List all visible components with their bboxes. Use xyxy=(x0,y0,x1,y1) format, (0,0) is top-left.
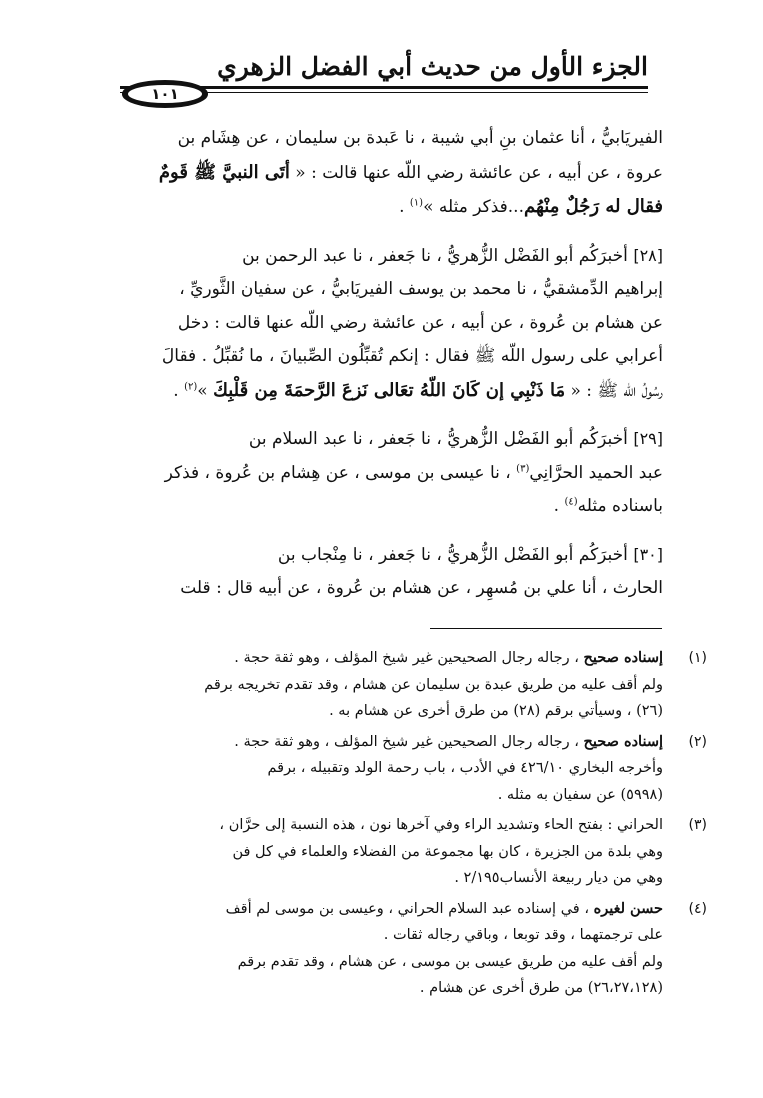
footnote-line: (٢٦،٢٧،١٢٨) من طرق أخرى عن هشام . xyxy=(419,980,663,996)
footnote-line xyxy=(105,896,663,923)
hadith-number: [٢٩] xyxy=(633,429,663,448)
text-line: أعرابي على رسول اللّه ﷺ فقال : إنكم تُقبِّلُون الصِّبيانَ ، ما نُقبِّلُ . فقالَ xyxy=(161,346,663,366)
footnote-number: (٢) xyxy=(688,733,707,750)
grading: حسن لغيره xyxy=(593,899,663,917)
paragraph-28 xyxy=(105,239,663,409)
paragraph-30 xyxy=(105,538,663,606)
footnote-1 xyxy=(105,645,707,725)
hadith-number: [٣٠] xyxy=(633,544,663,564)
page-number-badge xyxy=(122,80,208,108)
text-line: رسُولُ اللّه ﷺ : « xyxy=(565,380,663,401)
footnote-ref[interactable]: (١) xyxy=(409,197,424,209)
text-line: إبراهيم الدِّمشقيُّ ، نا محمد بن يوسف الفيريَابيُّ ، عن سفيان الثَّوريِّ ، xyxy=(179,279,663,299)
main-text xyxy=(105,122,663,606)
text-line: . xyxy=(553,496,565,516)
text-line: » xyxy=(197,380,214,401)
grading: إسناده صحيح xyxy=(583,732,663,750)
text-line: أخبرَكُم أبو الفَضْل الزُّهريُّ ، نا جَعفر ، نا مِنْجاب بن xyxy=(277,544,634,565)
hadith-number: [٢٨] xyxy=(633,245,663,265)
text-line: . xyxy=(173,380,185,401)
text-line: باسناده مثله xyxy=(577,496,663,516)
footnote-4 xyxy=(105,896,707,1002)
footnote-line: (٢٦) ، وسيأتي برقم (٢٨) من طرق أخرى عن هشام به . xyxy=(329,703,663,719)
text-line: عبد الحميد الحرَّانِي xyxy=(529,462,663,483)
footnote-line: وهي من ديار ربيعة الأنساب٢/١٩٥ . xyxy=(454,870,663,886)
text-line: أخبرَكُم أبو الفَضْل الزُّهريُّ ، نا جَعفر ، نا عبد السلام بن xyxy=(248,429,634,449)
footnote-number: (٤) xyxy=(688,900,707,917)
footnote-line: ولم أقف عليه من طريق عيسى بن موسى ، عن هشام ، وقد تقدم برقم xyxy=(237,953,663,970)
footnote-text: ، رجاله رجال الصحيحين غير شيخ المؤلف ، وهو ثقة حجة . xyxy=(234,733,584,750)
footnote-line: الحراني : بفتح الحاء وتشديد الراء وفي آخرها نون ، هذه النسبة إلى حرَّان ، xyxy=(219,817,663,833)
footnotes xyxy=(105,645,707,1002)
footnote-line: (٥٩٩٨) عن سفيان به مثله . xyxy=(497,786,663,803)
text-line: عروة ، عن أبيه ، عن عائشة رضي اللّه عنها قالت : « xyxy=(289,162,663,183)
footnote-ref[interactable]: (٢) xyxy=(184,380,198,392)
footnote-line: وأخرجه البخاري ٤٢٦/١٠ في الأدب ، باب رحمة الولد وتقبيله ، برقم xyxy=(267,760,663,776)
footnote-line: ولم أقف عليه من طريق عبدة بن سليمان عن هشام ، وقد تقدم تخريجه برقم xyxy=(204,676,663,693)
footnote-line: على ترجمتهما ، وقد توبعا ، وباقي رجاله ثقات . xyxy=(383,927,663,943)
hadith-quote: أتَى النبيَّ ﷺ قَومٌ xyxy=(158,161,290,183)
footnote-text: ، في إسناده عبد السلام الحراني ، وعيسى بن موسى لم أقف xyxy=(225,900,594,917)
footnote-text: ، رجاله رجال الصحيحين غير شيخ المؤلف ، وهو ثقة حجة . xyxy=(234,650,584,666)
footnote-line: وهي بلدة من الجزيرة ، كان بها مجموعة من الفضلاء والعلماء في كل فن xyxy=(232,843,663,860)
footnote-ref[interactable]: (٣) xyxy=(516,462,530,474)
text-line: ، نا عيسى بن موسى ، عن هِشام بن عُروة ، فذكر xyxy=(164,462,517,483)
footnote-separator xyxy=(430,628,662,629)
text-line: أخبرَكُم أبو الفَضْل الزُّهريُّ ، نا جَعفر ، نا عبد الرحمن بن xyxy=(242,245,634,266)
text-line: . xyxy=(399,197,410,217)
page-number-badge-inner xyxy=(128,85,202,103)
footnote-3 xyxy=(105,812,707,892)
footnote-2 xyxy=(105,729,707,809)
text-line: عن هشام بن عُروة ، عن أبيه ، عن عائشة رضي اللّه عنها قالت : دخل xyxy=(177,312,663,333)
grading: إسناده صحيح xyxy=(583,649,663,666)
hadith-quote: مَا ذَنْبِي إن كَانَ اللّهُ تعَالى نَزعَ الرَّحمَةَ مِن قَلْبِكَ xyxy=(213,379,566,401)
footnote-number: (٣) xyxy=(688,817,707,833)
footnote-ref[interactable]: (٤) xyxy=(564,496,578,508)
paragraph-continuation xyxy=(105,122,663,225)
running-header-title: الجزء الأول من حديث أبي الفضل الزهري xyxy=(217,52,648,81)
footnote-number: (١) xyxy=(688,650,707,666)
text-line: ...فذكر مثله » xyxy=(423,197,524,217)
footnote-line xyxy=(105,729,663,756)
page-number: ١٠١ xyxy=(151,85,179,103)
paragraph-29 xyxy=(105,422,663,524)
text-line: الحارث ، أنا علي بن مُسهِر ، عن هشام بن عُروة ، عن أبيه قال : قلت xyxy=(180,578,663,598)
text-line: الفيريَابيُّ ، أنا عثمان بنِ أبي شيبة ، نا عَبدة بن سليمان ، عن هِشَام بن xyxy=(177,128,663,148)
hadith-quote: فقال له رَجُلٌ مِنْهُم xyxy=(523,196,663,217)
footnote-line xyxy=(105,645,663,672)
